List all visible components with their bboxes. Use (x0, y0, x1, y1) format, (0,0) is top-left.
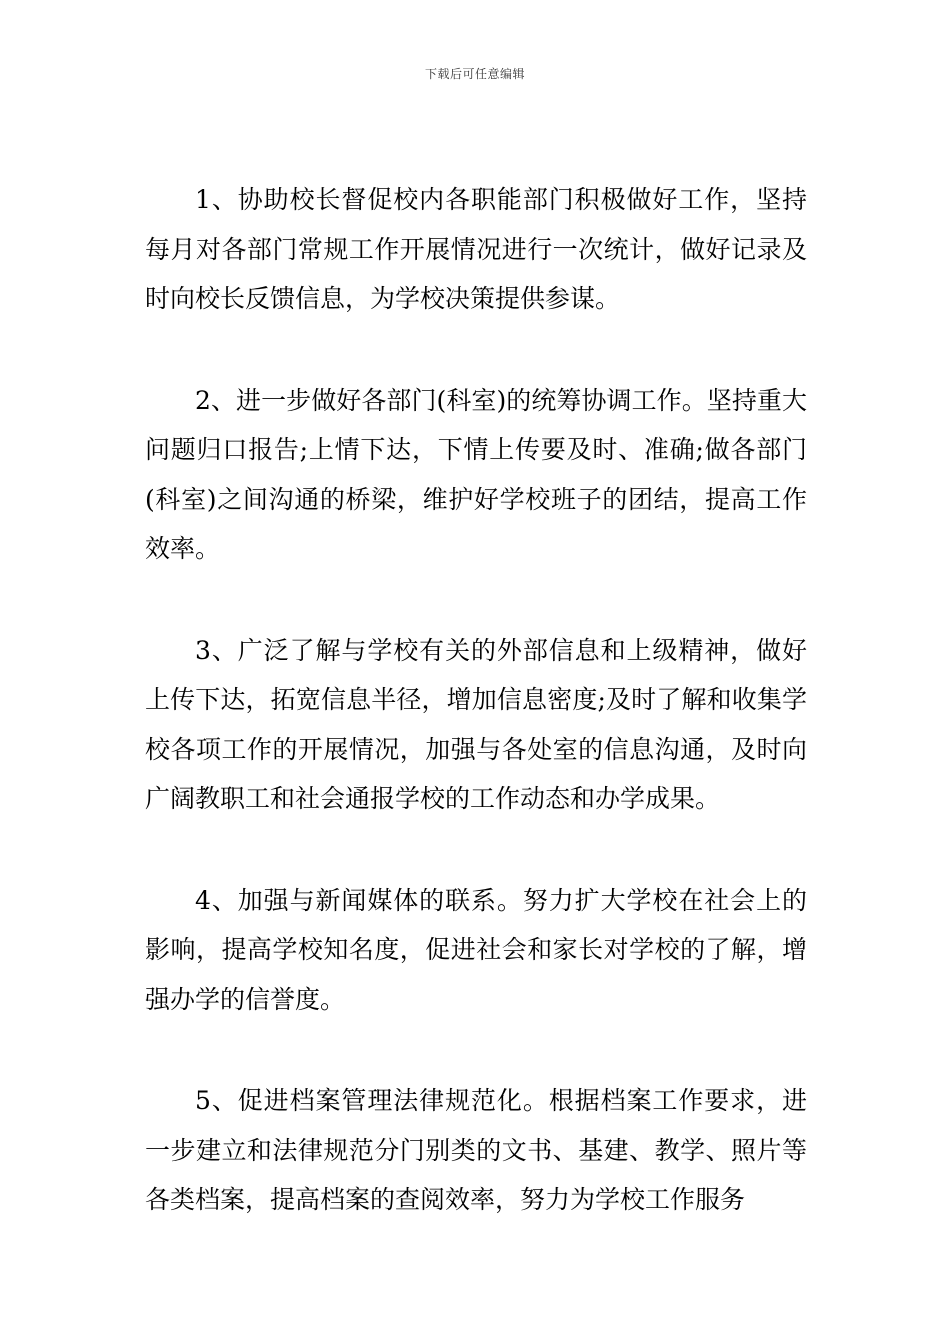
paragraph-3: 3、广泛了解与学校有关的外部信息和上级精神，做好上传下达，拓宽信息半径，增加信息密度;及时了解和收集学校各项工作的开展情况，加强与各处室的信息沟通，及时向广阔教职工和社会通报学校的工作动态和办学成果。 (145, 635, 807, 813)
page-header-note: 下载后可任意编辑 (424, 67, 525, 81)
paragraph-5: 5、促进档案管理法律规范化。根据档案工作要求，进一步建立和法律规范分门别类的文书、基建、教学、照片等各类档案，提高档案的查阅效率，努力为学校工作服务 (145, 1086, 807, 1214)
paragraph-4: 4、加强与新闻媒体的联系。努力扩大学校在社会上的影响，提高学校知名度，促进社会和家长对学校的了解，增强办学的信誉度。 (145, 885, 807, 1014)
paragraph-2: 2、进一步做好各部门(科室)的统筹协调工作。坚持重大问题归口报告;上情下达，下情上传要及时、准确;做各部门(科室)之间沟通的桥梁，维护好学校班子的团结，提高工作效率。 (145, 385, 807, 563)
document-body (145, 175, 807, 1277)
paragraph-1: 1、协助校长督促校内各职能部门积极做好工作，坚持每月对各部门常规工作开展情况进行一次统计，做好记录及时向校长反馈信息，为学校决策提供参谋。 (145, 185, 807, 313)
